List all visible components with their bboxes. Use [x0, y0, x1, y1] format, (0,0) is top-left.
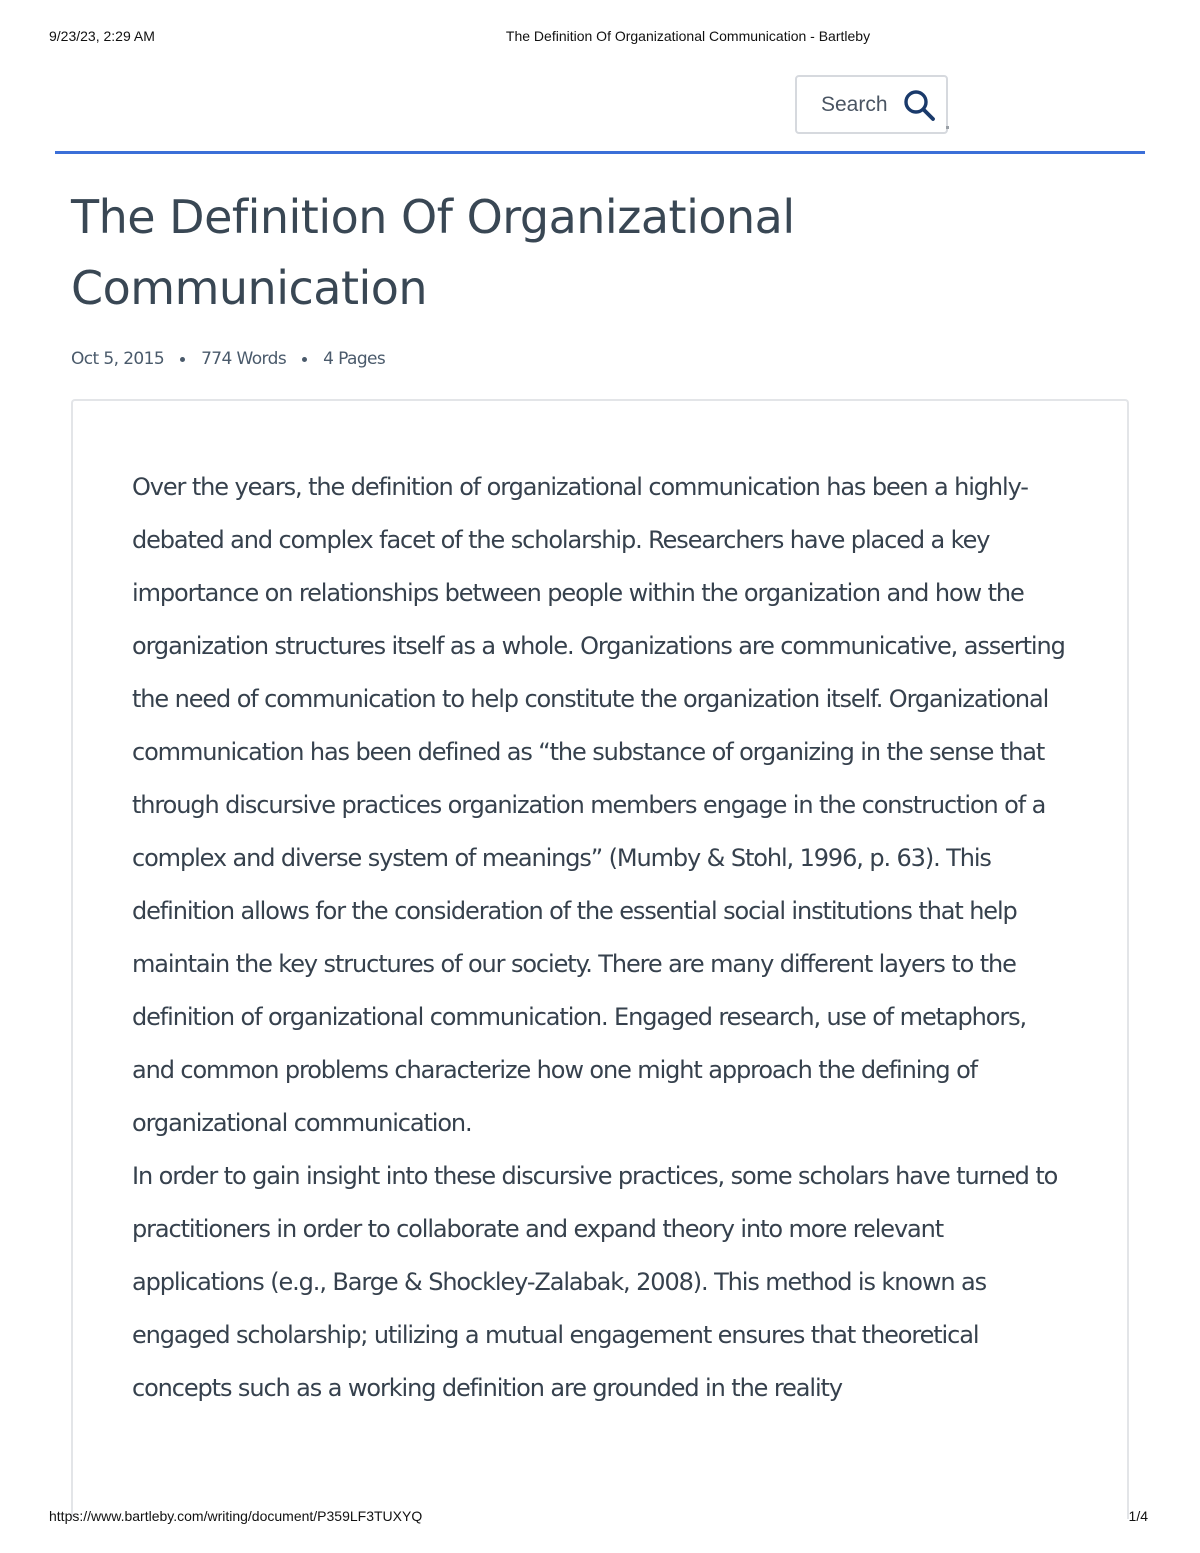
search-input[interactable]: [821, 93, 893, 117]
print-page-indicator: 1/4: [1128, 1508, 1148, 1524]
separator-dot: [302, 357, 307, 362]
print-page-title: The Definition Of Organizational Communication - Bartleby: [505, 28, 871, 44]
search-button[interactable]: [901, 87, 937, 123]
print-datetime: 9/23/23, 2:29 AM: [49, 28, 155, 44]
document-page-count: 4 Pages: [323, 349, 386, 369]
search-box: [795, 75, 948, 134]
document-title: The Definition Of Organizational Communication: [71, 190, 795, 315]
header-divider: [55, 151, 1145, 154]
search-icon: [902, 88, 936, 122]
document-word-count: 774 Words: [201, 349, 287, 369]
separator-dot: [180, 357, 185, 362]
essay-paragraph: Over the years, the definition of organizational communication has been a highly-debated and complex facet of the scholarship. Researchers have placed a key importance on relationships between people within the organization and how the organization structures itself as a whole. Organizations are communicative, asserting the need of communication to help constitute the organization itself. Organizational communication has been defined as “the substance of organizing in the sense that through discursive practices organization members engage in the construction of a complex and diverse system of meanings” (Mumby & Stohl, 1996, p. 63). This definition allows for the consideration of the essential social institutions that help maintain the key structures of our society. There are many different layers to the definition of organizational communication. Engaged research, use of metaphors, and common problems characterize how one might approach the defining of organizational communication.: [132, 473, 1065, 1137]
essay-card: [71, 399, 1129, 1519]
print-footer: [0, 1508, 1200, 1528]
document-date: Oct 5, 2015: [71, 349, 165, 369]
document-meta: [71, 347, 385, 371]
essay-body: [132, 461, 1072, 1415]
print-header: [0, 28, 1200, 48]
decorative-dot: [946, 126, 949, 129]
essay-paragraph: In order to gain insight into these discursive practices, some scholars have turned to practitioners in order to collaborate and expand theory into more relevant applications (e.g., Barge & Shockley-Zalabak, 2008). This method is known as engaged scholarship; utilizing a mutual engagement ensures that theoretical concepts such as a working definition are grounded in the reality: [132, 1162, 1058, 1402]
print-url: https://www.bartleby.com/writing/document/P359LF3TUXYQ: [49, 1508, 423, 1524]
